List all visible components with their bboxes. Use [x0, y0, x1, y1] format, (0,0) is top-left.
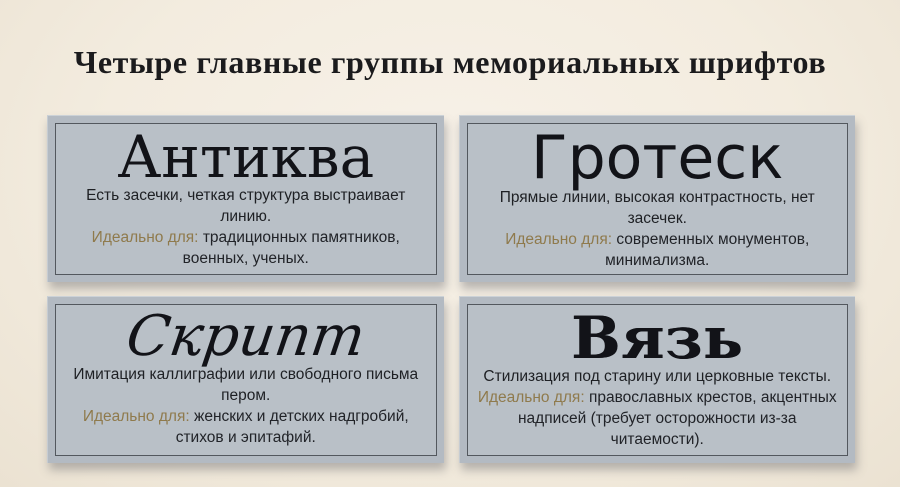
card-grotesque-ideal: [478, 230, 838, 272]
card-antiqua: [47, 115, 444, 282]
card-grotesque: [459, 115, 856, 282]
card-antiqua-description: Есть засечки, четкая структура выстраивает линию.: [86, 187, 406, 225]
ideal-for-label: Идеально для:: [91, 228, 199, 246]
card-antiqua-title: Антиква: [117, 123, 375, 191]
font-groups-grid: [47, 115, 855, 463]
ideal-for-text: традиционных памятников, военных, ученых.: [182, 228, 400, 267]
card-script-body: [66, 365, 426, 449]
card-grotesque-body: [478, 188, 838, 272]
card-script-title: Скрипт: [122, 304, 370, 369]
card-grotesque-frame: [467, 123, 849, 275]
card-script-ideal: [66, 407, 426, 449]
card-antiqua-frame: [55, 123, 437, 275]
card-vyaz: [459, 296, 856, 463]
card-vyaz-frame: [467, 304, 849, 456]
card-script-description: Имитация каллиграфии или свободного письма пером.: [73, 366, 419, 404]
ideal-for-label: Идеально для:: [505, 230, 613, 248]
card-vyaz-ideal: [478, 388, 838, 451]
ideal-for-text: православных крестов, акцентных надписей (требует осторожности из-за читаемости).: [517, 388, 837, 448]
card-antiqua-ideal: [66, 228, 426, 270]
card-antiqua-body: [66, 186, 426, 270]
card-script-frame: [55, 304, 437, 456]
ideal-for-text: женских и детских надгробий, стихов и эпитафий.: [175, 407, 409, 446]
ideal-for-label: Идеально для:: [82, 407, 190, 425]
ideal-for-label: Идеально для:: [477, 388, 585, 406]
card-grotesque-description: Прямые линии, высокая контрастность, нет засечек.: [499, 189, 815, 227]
card-grotesque-title: Гротеск: [531, 123, 784, 193]
card-vyaz-description: Стилизация под старину или церковные тексты.: [483, 368, 832, 385]
ideal-for-text: современных монументов, минимализма.: [605, 230, 810, 269]
card-script: [47, 296, 444, 463]
card-vyaz-body: [478, 367, 838, 451]
card-vyaz-title: Вязь: [571, 304, 744, 372]
page-title: Четыре главные группы мемориальных шрифтов: [73, 44, 827, 80]
